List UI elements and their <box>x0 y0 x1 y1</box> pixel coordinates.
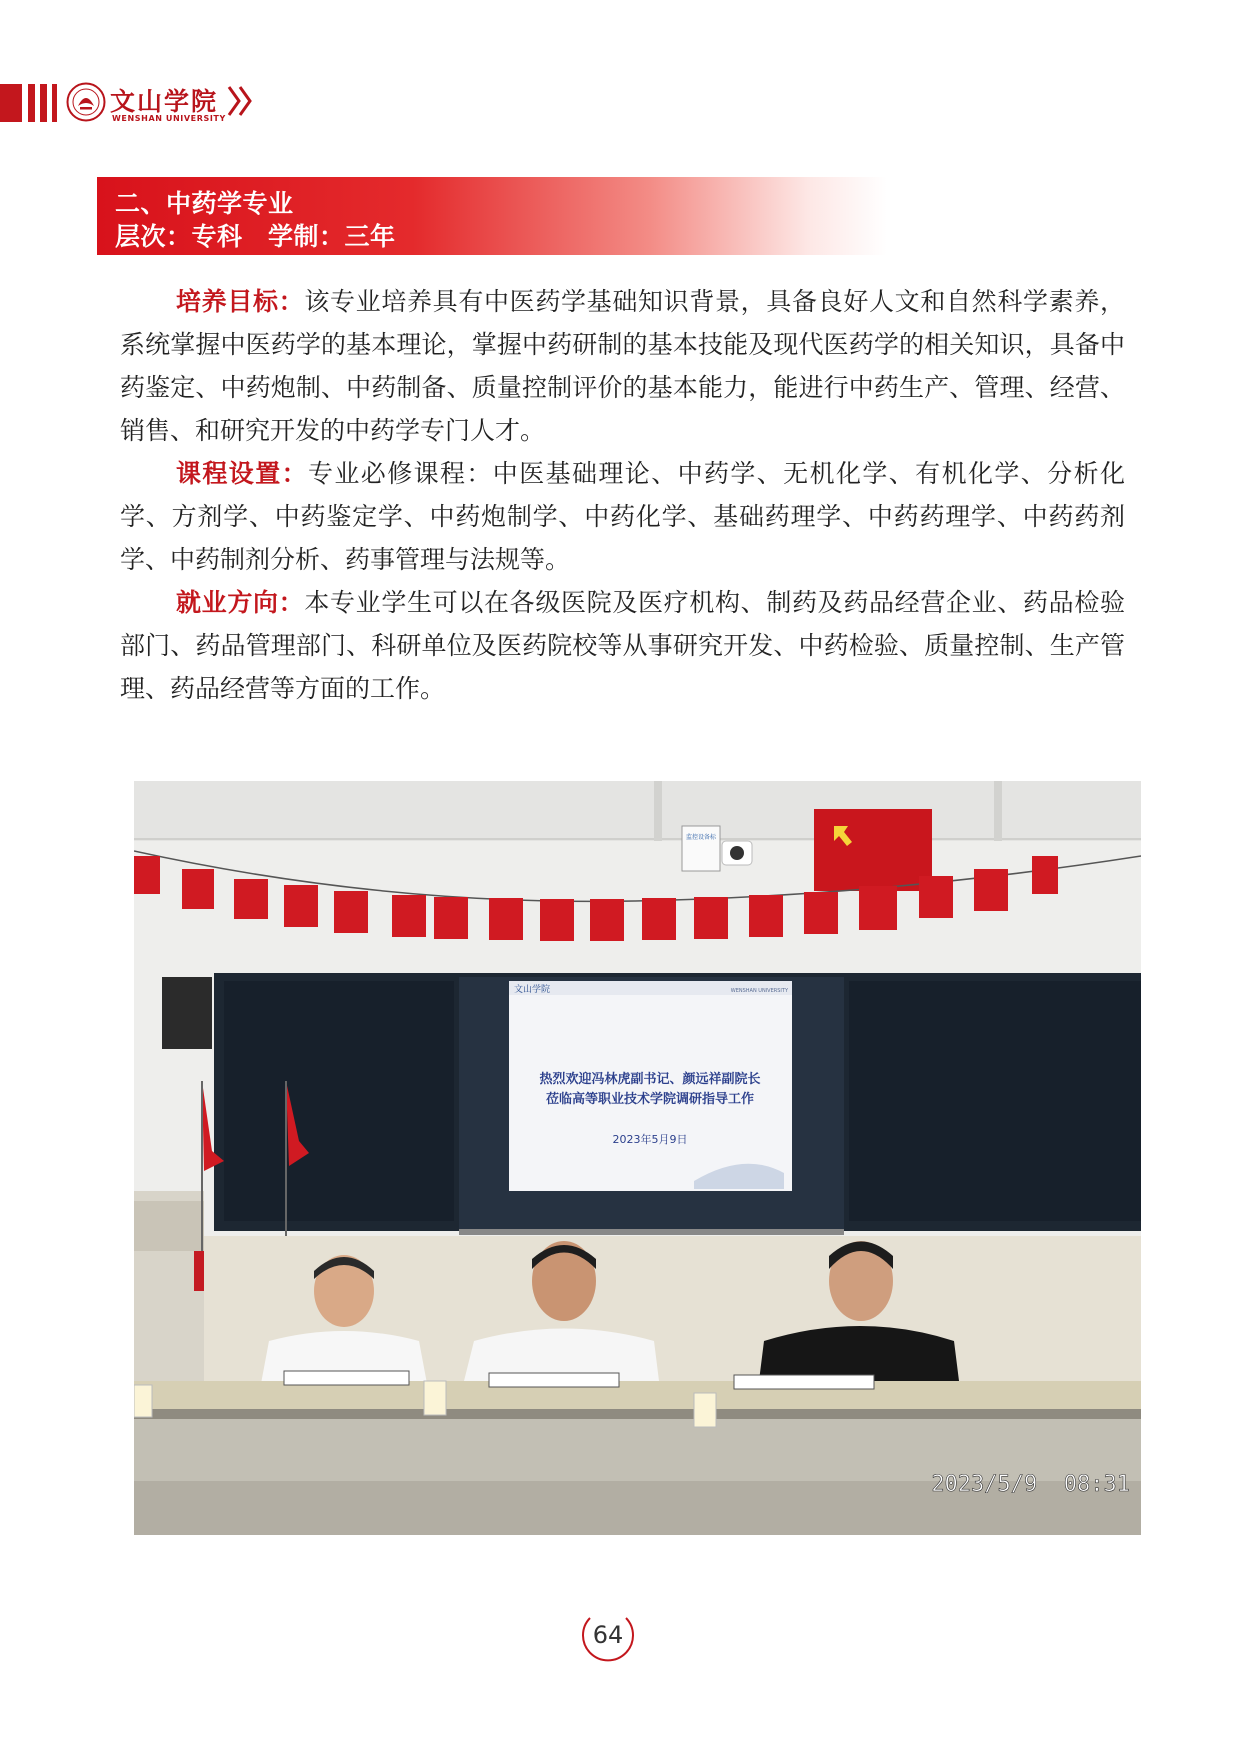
slide-logo-en-text: WENSHAN UNIVERSITY <box>730 988 788 994</box>
paragraph-label: 课程设置： <box>176 459 308 488</box>
slide-logo-text: 文山学院 <box>514 985 551 995</box>
section-title: 二、中药学专业 <box>115 189 294 218</box>
header-logo <box>0 78 260 128</box>
paragraph-label: 培养目标： <box>176 287 305 316</box>
slide-headline-2: 莅临高等职业技术学院调研指导工作 <box>545 1092 755 1107</box>
meeting-photo <box>134 781 1141 1535</box>
slide-date: 2023年5月9日 <box>612 1133 688 1146</box>
paragraph-curriculum <box>120 452 1125 581</box>
page-number-text: 64 <box>592 1621 624 1649</box>
paragraph-career <box>120 581 1125 710</box>
university-seal-icon <box>66 82 106 122</box>
photo-timestamp: 2023/5/9 08:31 <box>931 1472 1130 1497</box>
paragraph-label: 就业方向： <box>176 588 305 617</box>
paragraph-text: 该专业培养具有中医药学基础知识背景，具备良好人文和自然科学素养，系统掌握中医药学的基本理论，掌握中药研制的基本技能及现代医药学的相关知识，具备中药鉴定、中药炮制、中药制备、质量控制评价的基本能力，能进行中药生产、管理、经营、销售、和研究开发的中药学专门人才。 <box>120 287 1125 445</box>
body-text <box>120 280 1125 710</box>
paragraph-text: 本专业学生可以在各级医院及医疗机构、制药及药品经营企业、药品检验部门、药品管理部门、科研单位及医药院校等从事研究开发、中药检验、质量控制、生产管理、药品经营等方面的工作。 <box>120 588 1125 703</box>
logo-english-name: WENSHAN UNIVERSITY <box>112 114 226 123</box>
section-banner <box>97 177 887 255</box>
paragraph-text: 专业必修课程：中医基础理论、中药学、无机化学、有机化学、分析化学、方剂学、中药鉴定学、中药炮制学、中药化学、基础药理学、中药药理学、中药药剂学、中药制剂分析、药事管理与法规等。 <box>120 459 1125 574</box>
double-chevron-right-icon <box>226 84 256 118</box>
logo-chinese-name: 文山学院 <box>110 87 219 116</box>
section-subtitle: 层次：专科 学制：三年 <box>115 222 396 251</box>
paragraph-training-goal <box>120 280 1125 452</box>
page-number <box>582 1610 634 1662</box>
wall-sign-text: 监控设备标 <box>685 834 717 841</box>
slide-headline-1: 热烈欢迎冯林虎副书记、颜远祥副院长 <box>539 1072 761 1087</box>
